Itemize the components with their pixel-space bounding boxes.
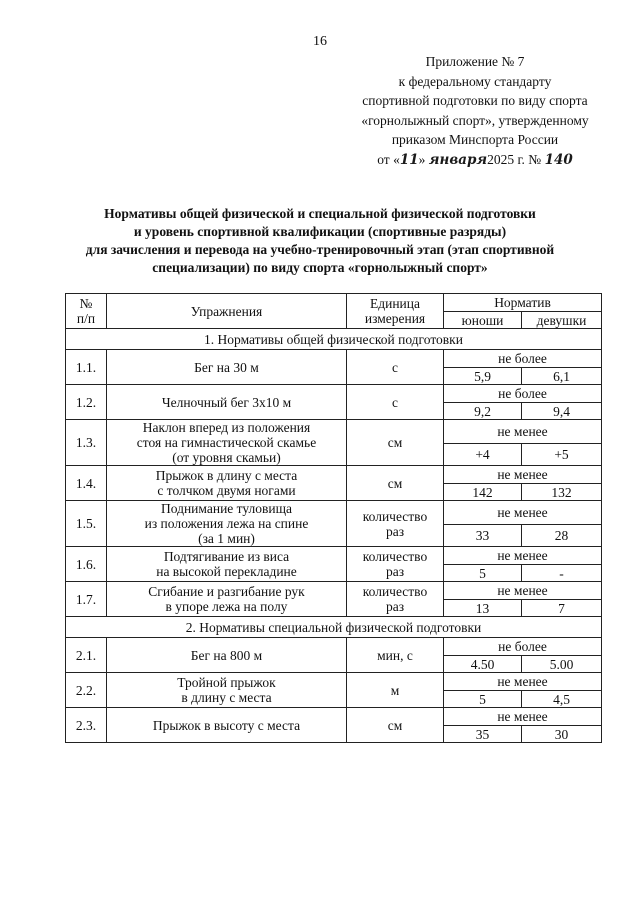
row-unit: см (347, 420, 444, 466)
value-girls: 9,4 (522, 403, 602, 420)
value-girls: +5 (522, 443, 602, 465)
value-girls: 28 (522, 524, 602, 546)
appendix-line: приказом Минспорта России (391, 132, 559, 147)
document-title (50, 205, 590, 277)
value-boys: 4.50 (444, 656, 522, 673)
row-condition: не менее (444, 582, 602, 600)
row-number: 1.7. (66, 582, 107, 617)
value-boys: 5 (444, 565, 522, 582)
appendix-line: спортивной подготовки по виду спорта (362, 93, 588, 108)
value-boys: 33 (444, 524, 522, 546)
row-condition: не более (444, 350, 602, 368)
row-unit: см (347, 708, 444, 743)
row-unit: с (347, 350, 444, 385)
row-unit: см (347, 466, 444, 501)
row-exercise: Бег на 30 м (107, 350, 347, 385)
row-exercise: Челночный бег 3х10 м (107, 385, 347, 420)
value-girls: 6,1 (522, 368, 602, 385)
row-unit: количество раз (347, 547, 444, 582)
row-number: 1.2. (66, 385, 107, 420)
row-unit: с (347, 385, 444, 420)
table-row (66, 385, 602, 403)
value-girls: 4,5 (522, 691, 602, 708)
appendix-line: «горнолыжный спорт», утвержденному (361, 112, 589, 128)
header-exercise: Упражнения (107, 294, 347, 329)
value-boys: 35 (444, 726, 522, 743)
header-girls: девушки (522, 312, 602, 329)
table-row (66, 350, 602, 368)
value-girls: 30 (522, 726, 602, 743)
page-number: 16 (313, 34, 327, 49)
header-norm: Норматив (444, 294, 602, 312)
handwritten-day: 11 (399, 151, 419, 168)
header-boys: юноши (444, 312, 522, 329)
appendix-line: Приложение № 7 (425, 54, 525, 69)
row-unit: м (347, 673, 444, 708)
row-exercise: Прыжок в длину с места с толчком двумя ногами (107, 466, 347, 501)
row-condition: не менее (444, 420, 602, 444)
table-row (66, 420, 602, 444)
value-boys: 142 (444, 484, 522, 501)
title-line: и уровень спортивной квалификации (спортивные разряды) (133, 224, 507, 239)
row-unit: мин, с (347, 638, 444, 673)
table-row (66, 673, 602, 691)
row-number: 2.2. (66, 673, 107, 708)
handwritten-order-number: 140 (544, 151, 573, 168)
row-condition: не более (444, 385, 602, 403)
row-number: 1.3. (66, 420, 107, 466)
handwritten-month: января (428, 151, 488, 168)
row-condition: не менее (444, 501, 602, 525)
row-condition: не менее (444, 466, 602, 484)
row-exercise: Поднимание туловища из положения лежа на спине (за 1 мин) (107, 501, 347, 547)
value-girls: - (522, 565, 602, 582)
row-condition: не более (444, 638, 602, 656)
norms-table (65, 293, 602, 743)
row-number: 1.4. (66, 466, 107, 501)
row-number: 2.1. (66, 638, 107, 673)
row-exercise: Бег на 800 м (107, 638, 347, 673)
row-exercise: Сгибание и разгибание рук в упоре лежа на полу (107, 582, 347, 617)
section-title: 2. Нормативы специальной физической подготовки (66, 617, 602, 638)
row-exercise: Подтягивание из виса на высокой перекладине (107, 547, 347, 582)
value-boys: 13 (444, 600, 522, 617)
date-mid: » (418, 151, 426, 167)
title-line: Нормативы общей физической и специальной физической подготовки (104, 206, 536, 221)
table-row (66, 466, 602, 484)
title-line: специализации) по виду спорта «горнолыжный спорт» (152, 260, 488, 275)
value-girls: 7 (522, 600, 602, 617)
row-unit: количество раз (347, 501, 444, 547)
title-line: для зачисления и перевода на учебно-тренировочный этап (этап спортивной (85, 242, 555, 257)
order-date-line (330, 150, 620, 171)
row-number: 1.6. (66, 547, 107, 582)
value-boys: 5,9 (444, 368, 522, 385)
row-exercise: Тройной прыжок в длину с места (107, 673, 347, 708)
row-number: 1.5. (66, 501, 107, 547)
row-exercise: Наклон вперед из положения стоя на гимнастической скамье (от уровня скамьи) (107, 420, 347, 466)
date-prefix: от « (377, 151, 400, 167)
row-number: 2.3. (66, 708, 107, 743)
header-num: № п/п (66, 294, 107, 329)
row-exercise: Прыжок в высоту с места (107, 708, 347, 743)
date-year: 2025 г. № (487, 151, 542, 167)
table-row (66, 708, 602, 726)
table-row (66, 638, 602, 656)
appendix-block (330, 52, 620, 170)
value-boys: 5 (444, 691, 522, 708)
row-condition: не менее (444, 708, 602, 726)
value-girls: 132 (522, 484, 602, 501)
value-boys: +4 (444, 443, 522, 465)
row-condition: не менее (444, 547, 602, 565)
value-girls: 5.00 (522, 656, 602, 673)
section-row (66, 329, 602, 350)
row-condition: не менее (444, 673, 602, 691)
appendix-line: к федеральному стандарту (398, 73, 552, 89)
row-number: 1.1. (66, 350, 107, 385)
header-unit: Единица измерения (347, 294, 444, 329)
section-row (66, 617, 602, 638)
section-title: 1. Нормативы общей физической подготовки (66, 329, 602, 350)
row-unit: количество раз (347, 582, 444, 617)
value-boys: 9,2 (444, 403, 522, 420)
table-row (66, 501, 602, 525)
table-row (66, 582, 602, 600)
table-row (66, 547, 602, 565)
